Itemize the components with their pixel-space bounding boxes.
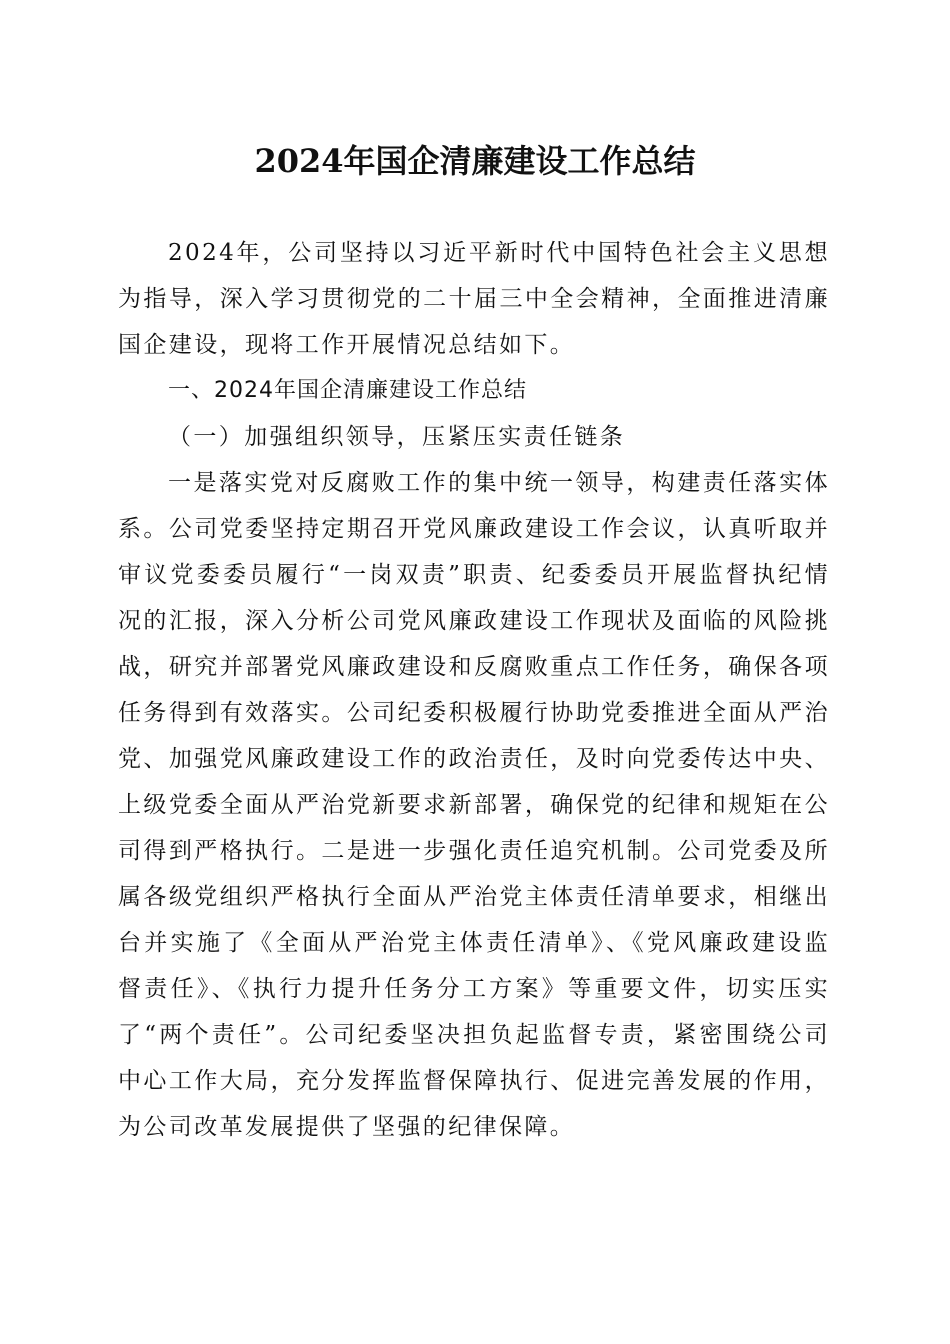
document-body: [118, 230, 830, 1150]
section-heading: 一、2024年国企清廉建设工作总结: [168, 378, 527, 403]
intro-paragraph: 2024年，公司坚持以习近平新时代中国特色社会主义思想为指导，深入学习贯彻党的二十届三中全会精神，全面推进清廉国企建设，现将工作开展情况总结如下。: [118, 240, 830, 358]
subsection-heading: （一）加强组织领导，压紧压实责任链条: [168, 424, 626, 450]
document-title: 2024年国企清廉建设工作总结: [254, 142, 696, 180]
body-paragraph: 一是落实党对反腐败工作的集中统一领导，构建责任落实体系。公司党委坚持定期召开党风廉政建设工作会议，认真听取并审议党委委员履行“一岗双责”职责、纪委委员开展监督执纪情况的汇报，深入分析公司党风廉政建设工作现状及面临的风险挑战，研究并部署党风廉政建设和反腐败重点工作任务，确保各项任务得到有效落实。公司纪委积极履行协助党委推进全面从严治党、加强党风廉政建设工作的政治责任，及时向党委传达中央、上级党委全面从严治党新要求新部署，确保党的纪律和规矩在公司得到严格执行。二是进一步强化责任追究机制。公司党委及所属各级党组织严格执行全面从严治党主体责任清单要求，相继出台并实施了《全面从严治党主体责任清单》、《党风廉政建设监督责任》、《执行力提升任务分工方案》等重要文件，切实压实了“两个责任”。公司纪委坚决担负起监督专责，紧密围绕公司中心工作大局，充分发挥监督保障执行、促进完善发展的作用，为公司改革发展提供了坚强的纪律保障。: [118, 470, 830, 1140]
